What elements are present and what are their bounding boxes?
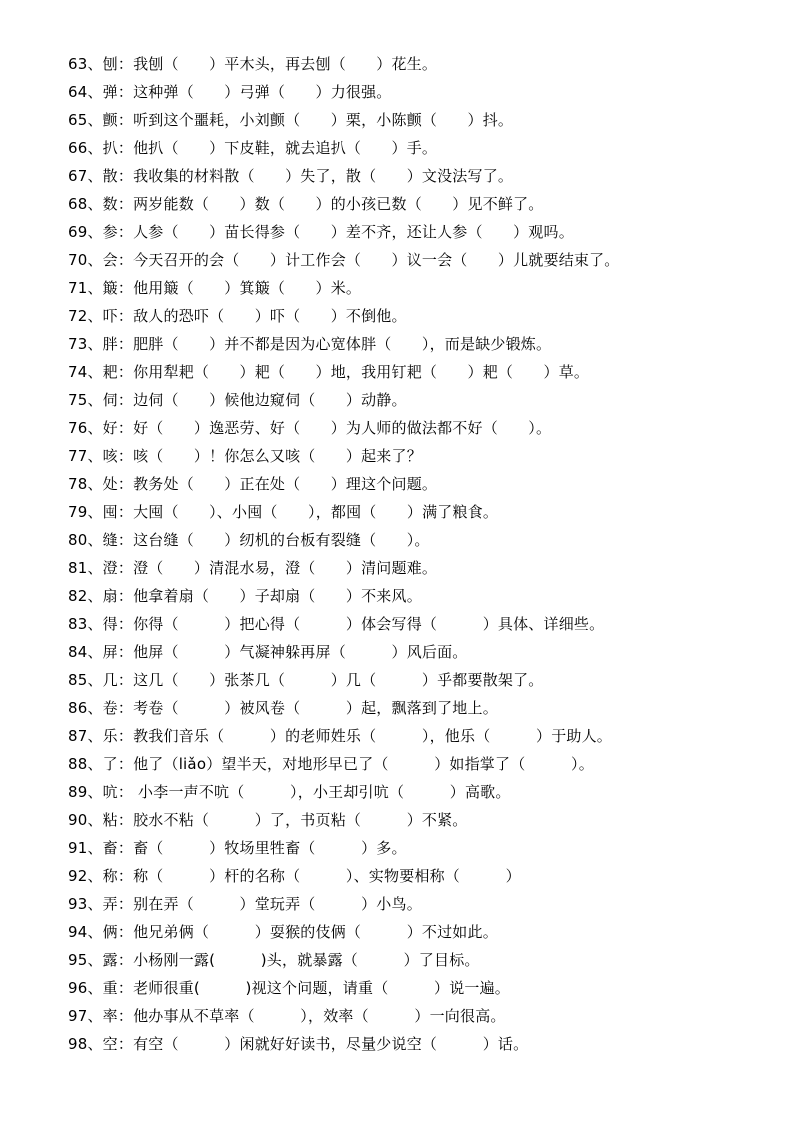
exercise-line: 89、吭： 小李一声不吭（ ），小王却引吭（ ）高歌。	[68, 783, 511, 801]
exercise-line: 90、粘：胶水不粘（ ）了，书页粘（ ）不紧。	[68, 811, 468, 829]
exercise-line: 73、胖：肥胖（ ）并不都是因为心宽体胖（ ），而是缺少锻炼。	[68, 335, 552, 353]
exercise-line: 75、伺：边伺（ ）候他边窥伺（ ）动静。	[68, 391, 407, 409]
exercise-line: 63、刨：我刨（ ）平木头，再去刨（ ）花生。	[68, 55, 438, 73]
exercise-line: 83、得：你得（ ）把心得（ ）体会写得（ ）具体、详细些。	[68, 615, 605, 633]
exercise-line: 95、露：小杨刚一露( )头，就暴露（ ）了目标。	[68, 951, 480, 969]
exercise-line: 96、重：老师很重( )视这个问题，请重（ ）说一遍。	[68, 979, 510, 997]
exercise-line: 87、乐：教我们音乐（ ）的老师姓乐（ ），他乐（ ）于助人。	[68, 727, 612, 745]
exercise-line: 81、澄：澄（ ）清混水易，澄（ ）清问题难。	[68, 559, 438, 577]
exercise-line: 79、囤：大囤（ ）、小囤（ ），都囤（ ）满了粮食。	[68, 503, 499, 521]
exercise-line: 71、簸：他用簸（ ）箕簸（ ）米。	[68, 279, 362, 297]
exercise-line: 85、几：这几（ ）张茶几（ ）几（ ）乎都要散架了。	[68, 671, 544, 689]
exercise-line: 80、缝：这台缝（ ）纫机的台板有裂缝（ ）。	[68, 531, 430, 549]
exercise-line: 84、屏：他屏（ ）气凝神躲再屏（ ）风后面。	[68, 643, 468, 661]
exercise-line: 74、耙：你用犁耙（ ）耙（ ）地，我用钉耙（ ）耙（ ）草。	[68, 363, 590, 381]
exercise-line: 88、了：他了（liǎo）望半天，对地形早已了（ ）如指掌了（ ）。	[68, 755, 594, 773]
exercise-line: 78、处：教务处（ ）正在处（ ）理这个问题。	[68, 475, 438, 493]
exercise-line: 68、数：两岁能数（ ）数（ ）的小孩已数（ ）见不鲜了。	[68, 195, 544, 213]
exercise-line: 92、称：称（ ）杆的名称（ ）、实物要相称（ ）	[68, 867, 521, 885]
exercise-line: 94、俩：他兄弟俩（ ）耍猴的伎俩（ ）不过如此。	[68, 923, 498, 941]
exercise-line: 70、会：今天召开的会（ ）计工作会（ ）议一会（ ）儿就要结束了。	[68, 251, 620, 269]
exercise-line: 66、扒：他扒（ ）下皮鞋，就去追扒（ ）手。	[68, 139, 438, 157]
exercise-line: 97、率：他办事从不草率（ ），效率（ ）一向很高。	[68, 1007, 506, 1025]
exercise-list	[68, 50, 768, 1058]
exercise-line: 98、空：有空（ ）闲就好好读书，尽量少说空（ ）话。	[68, 1035, 529, 1053]
exercise-line: 64、弹：这种弹（ ）弓弹（ ）力很强。	[68, 83, 392, 101]
exercise-line: 67、散：我收集的材料散（ ）失了，散（ ）文没法写了。	[68, 167, 514, 185]
exercise-line: 69、参：人参（ ）苗长得参（ ）差不齐，还让人参（ ）观吗。	[68, 223, 574, 241]
exercise-line: 76、好：好（ ）逸恶劳、好（ ）为人师的做法都不好（ ）。	[68, 419, 552, 437]
exercise-line: 82、扇：他拿着扇（ ）子却扇（ ）不来风。	[68, 587, 422, 605]
exercise-line: 72、吓：敌人的恐吓（ ）吓（ ）不倒他。	[68, 307, 407, 325]
exercise-line: 91、畜：畜（ ）牧场里牲畜（ ）多。	[68, 839, 407, 857]
exercise-line: 86、卷：考卷（ ）被风卷（ ）起，飘落到了地上。	[68, 699, 498, 717]
exercise-line: 93、弄：别在弄（ ）堂玩弄（ ）小鸟。	[68, 895, 422, 913]
exercise-line: 77、咳：咳（ ）！你怎么又咳（ ）起来了？	[68, 447, 422, 465]
exercise-line: 65、颤：听到这个噩耗，小刘颤（ ）栗，小陈颤（ ）抖。	[68, 111, 514, 129]
